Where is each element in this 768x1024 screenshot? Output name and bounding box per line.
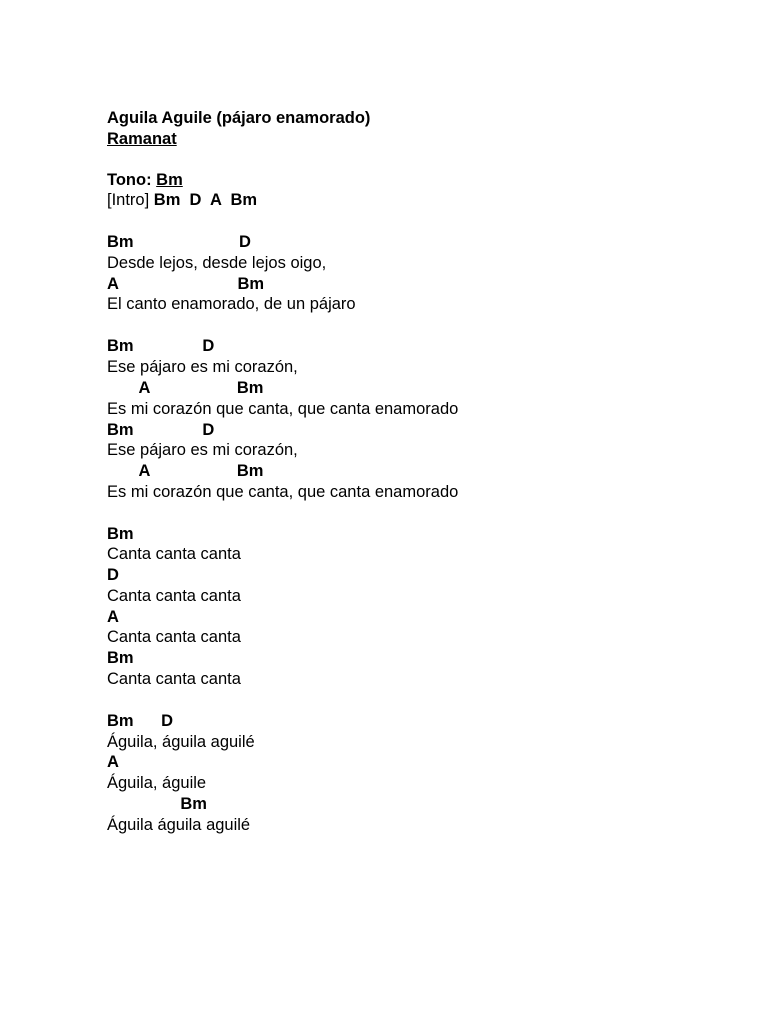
chord-line: A Bm <box>107 462 264 480</box>
lyric-line: Desde lejos, desde lejos oigo, <box>107 254 327 272</box>
chord-line: A <box>107 608 119 626</box>
lyric-line: Canta canta canta <box>107 628 241 646</box>
chord-line: Bm D <box>107 233 251 251</box>
chord-line: Bm D <box>107 421 215 439</box>
intro-line <box>107 190 257 210</box>
song-title: Aguila Aguile (pájaro enamorado) <box>107 109 371 127</box>
chord-line: A Bm <box>107 275 265 293</box>
chord-line: Bm <box>107 525 134 543</box>
intro-chords: Bm D A Bm <box>153 191 258 209</box>
key-line <box>107 170 183 190</box>
chord-line: Bm <box>107 649 134 667</box>
lyric-line: Canta canta canta <box>107 545 241 563</box>
key-value: Bm <box>156 171 183 189</box>
lyric-line: Canta canta canta <box>107 587 241 605</box>
intro-label: [Intro] <box>107 191 154 209</box>
lyric-line: Águila águila aguilé <box>107 816 251 834</box>
chord-line: D <box>107 566 119 584</box>
song-artist: Ramanat <box>107 130 177 148</box>
lyric-line: Canta canta canta <box>107 670 241 688</box>
lyric-line: Es mi corazón que canta, que canta enamorado <box>107 483 459 501</box>
chord-line: Bm D <box>107 337 215 355</box>
chord-line: A <box>107 753 119 771</box>
lyric-line: Es mi corazón que canta, que canta enamorado <box>107 400 459 418</box>
lyric-line: Ese pájaro es mi corazón, <box>107 441 298 459</box>
lyric-line: Águila, águile <box>107 774 207 792</box>
lyric-line: El canto enamorado, de un pájaro <box>107 295 356 313</box>
chord-line: Bm D <box>107 712 174 730</box>
key-label: Tono: <box>107 171 157 189</box>
chord-line: Bm <box>107 795 207 813</box>
lyric-line: Águila, águila aguilé <box>107 733 255 751</box>
chord-line: A Bm <box>107 379 264 397</box>
lyric-line: Ese pájaro es mi corazón, <box>107 358 298 376</box>
